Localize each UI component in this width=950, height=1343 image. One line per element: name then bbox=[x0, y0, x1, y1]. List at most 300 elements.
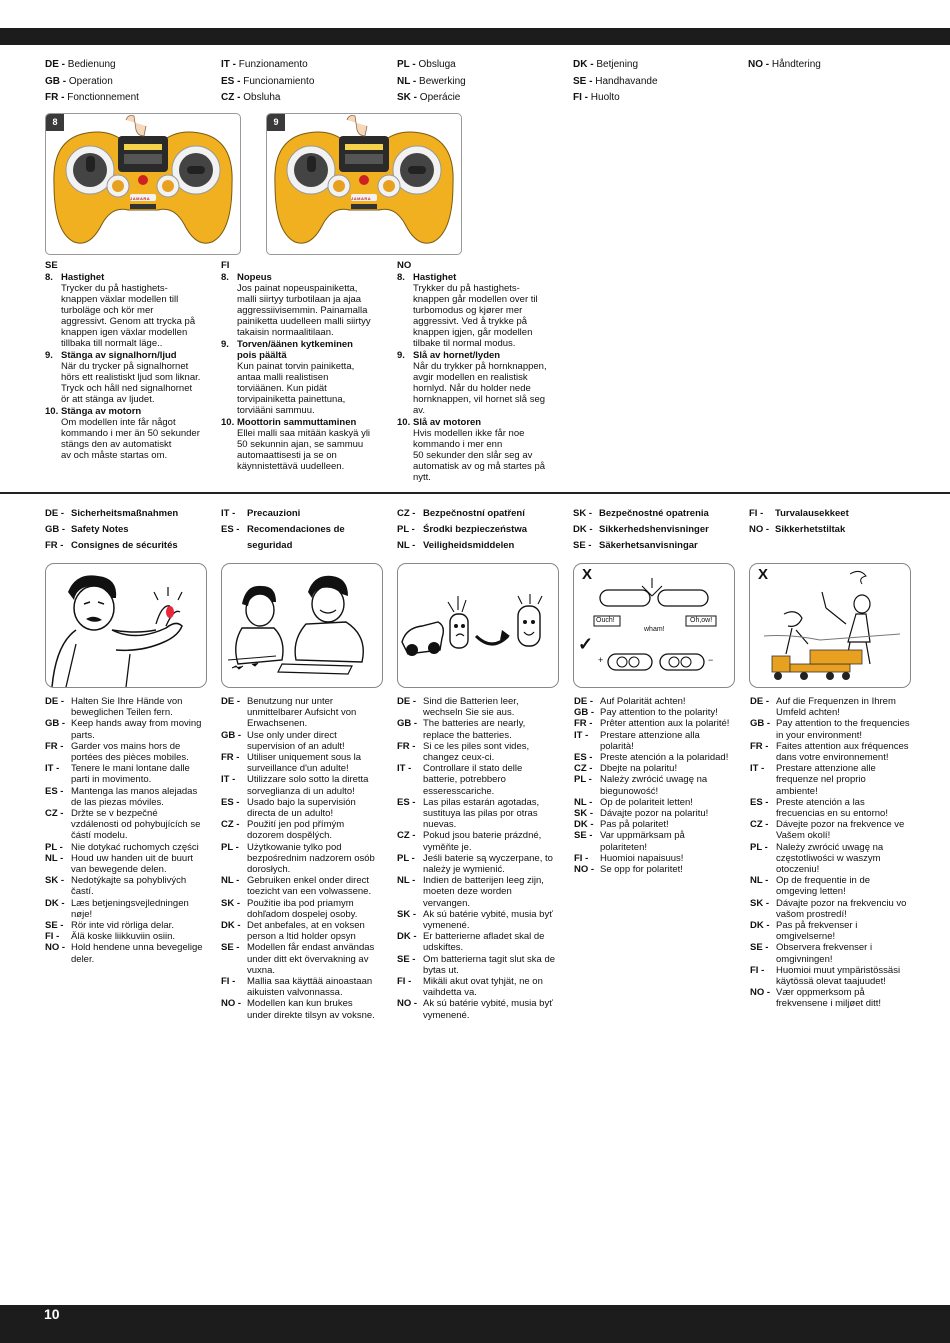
safety-note-text: Indien de batterijen leeg zijn, moeten deze worden vervangen. bbox=[423, 875, 544, 909]
item-text-line: käynnistettävä uudelleen. bbox=[237, 461, 345, 472]
safety-note-text: Huomioi napaisuus! bbox=[600, 852, 684, 864]
safety-note-text: Jeśli baterie są wyczerpane, to należy je wymienić. bbox=[423, 852, 553, 876]
safety-note-text: Utilizzare solo sotto la diretta sorveglianza di un adulto! bbox=[247, 774, 369, 797]
operation-header-title: Operation bbox=[68, 75, 113, 87]
operation-item bbox=[45, 272, 210, 349]
language-code: SE bbox=[45, 260, 58, 271]
safety-note bbox=[45, 741, 203, 763]
safety-header-title: Bezpečnostní opatření bbox=[423, 508, 525, 519]
warning-x-mark: X bbox=[582, 566, 593, 583]
item-text-line: Hvis modellen ikke får noe bbox=[413, 428, 525, 439]
language-code: NL - bbox=[574, 796, 593, 808]
language-code: SE bbox=[573, 75, 587, 87]
language-code: NL - bbox=[221, 875, 240, 887]
safety-header bbox=[221, 522, 345, 538]
safety-note-text: Controllare il stato delle batterie, potrebbero esseresscariche. bbox=[423, 763, 523, 797]
language-code bbox=[221, 538, 247, 554]
safety-header bbox=[573, 522, 709, 538]
item-text-line: nytt. bbox=[413, 472, 431, 483]
language-code: CZ - bbox=[397, 508, 416, 519]
item-text-line: Tryck och håll ned signalhornet bbox=[61, 383, 193, 394]
item-text-line: knappen igen växlar modellen bbox=[61, 327, 188, 338]
operation-item bbox=[397, 272, 562, 349]
safety-note-text: Om batterierna tagit slut ska de bytas ut. bbox=[423, 953, 556, 976]
figure-number: 9 bbox=[267, 114, 285, 131]
language-code: PL - bbox=[397, 524, 415, 535]
operation-item-heading bbox=[221, 339, 386, 350]
language-code: NL - bbox=[750, 875, 769, 887]
safety-note-text: Prestare attenzione alla polarità! bbox=[600, 729, 700, 752]
language-code: NL - bbox=[45, 852, 64, 864]
item-title: Slå av motoren bbox=[413, 417, 482, 428]
language-code: DE - bbox=[397, 696, 416, 707]
plus-sign: + bbox=[598, 655, 604, 665]
language-code: NO - bbox=[574, 864, 595, 876]
operation-header-title: Operácie bbox=[419, 92, 461, 103]
item-text-line: takaisin normaalitilaan. bbox=[237, 327, 334, 338]
safety-note bbox=[397, 830, 555, 852]
safety-note-text: Dávejte pozor na frekvence ve Vašem okolí! bbox=[776, 819, 905, 842]
safety-header-title: Recomendaciones de bbox=[247, 524, 345, 535]
figure-9 bbox=[266, 113, 462, 255]
operation-header-column bbox=[221, 57, 314, 107]
safety-note-text: Použitie iba pod priamym dohľadom dospelej osoby. bbox=[247, 897, 358, 920]
safety-header bbox=[573, 506, 709, 522]
safety-note-text: Utiliser uniquement sous la surveillance d'un adulte! bbox=[247, 752, 362, 775]
language-code: NO - bbox=[221, 998, 242, 1010]
language-code: IT - bbox=[45, 763, 60, 775]
item-text-line: knappen växlar modellen till bbox=[61, 294, 179, 305]
item-number: 10. bbox=[397, 417, 411, 428]
operation-header-column bbox=[45, 57, 139, 107]
safety-header-title: Consignes de sécurités bbox=[71, 540, 178, 551]
language-code: DE - bbox=[574, 696, 593, 707]
language-code: SE - bbox=[221, 942, 240, 954]
item-text-line: torviäänen. Kun pidät bbox=[237, 383, 327, 394]
safety-notes-column bbox=[574, 696, 732, 875]
item-number: 9. bbox=[45, 350, 53, 361]
item-title: Nopeus bbox=[237, 272, 272, 283]
safety-note bbox=[397, 763, 555, 797]
language-code: NL - bbox=[397, 540, 416, 551]
language-code: NL - bbox=[397, 875, 416, 887]
safety-note-text: Si ce les piles sont vides, changez ceux-ci. bbox=[423, 740, 530, 764]
item-title: Hastighet bbox=[61, 272, 105, 283]
operation-header: NO - Håndtering bbox=[748, 59, 821, 70]
bottom-bar bbox=[0, 1305, 950, 1343]
safety-note bbox=[750, 763, 910, 797]
safety-note bbox=[45, 931, 203, 942]
safety-note bbox=[397, 741, 555, 763]
safety-header-title: Sicherheitsmaßnahmen bbox=[71, 508, 179, 519]
language-code: GB - bbox=[574, 707, 595, 719]
safety-note-text: Ak sú batérie vybité, musia byť vymenené. bbox=[423, 908, 553, 932]
item-text-line: malli siirtyy turbotilaan ja ajaa bbox=[237, 294, 362, 305]
item-number: 9. bbox=[397, 350, 405, 361]
safety-note-text: Huomioi muut ympäristössäsi käytössä olevat taajuudet! bbox=[776, 964, 901, 988]
safety-header-title: Säkerhetsanvisningar bbox=[599, 540, 698, 551]
language-code: GB - bbox=[397, 718, 418, 730]
language-code: DK - bbox=[574, 819, 594, 831]
safety-note bbox=[750, 965, 910, 987]
safety-note bbox=[574, 808, 732, 819]
operation-header: NL - Bewerking bbox=[397, 75, 466, 87]
safety-note-text: Pay attention to the polarity! bbox=[600, 707, 718, 719]
language-code: GB - bbox=[750, 718, 771, 730]
operation-header-title: Fonctionnement bbox=[67, 92, 139, 103]
item-text-line: aggressiivisemmin. Painamalla bbox=[237, 305, 368, 316]
safety-note bbox=[750, 898, 910, 920]
language-code: SE - bbox=[573, 540, 592, 551]
language-code: FR bbox=[45, 92, 59, 103]
item-title: Stänga av motorn bbox=[61, 406, 142, 417]
item-title: Torven/äänen kytkeminen bbox=[237, 339, 353, 350]
safety-header bbox=[397, 538, 527, 554]
safety-note-text: Use only under direct supervision of an adult! bbox=[247, 729, 345, 752]
safety-note bbox=[221, 696, 379, 730]
adult-child-drawing bbox=[222, 564, 382, 687]
safety-header bbox=[397, 522, 527, 538]
safety-header bbox=[221, 538, 345, 554]
item-text-line: Når du trykker på hornknappen, bbox=[413, 361, 547, 372]
safety-header-title: Środki bezpieczeństwa bbox=[423, 524, 528, 535]
operation-header: GB - Operation bbox=[45, 75, 113, 87]
safety-note bbox=[397, 875, 555, 909]
language-code: DK - bbox=[45, 897, 65, 909]
safety-note-text: Las pilas estarán agotadas, sustituya las pilas por otras nuevas. bbox=[423, 796, 540, 831]
item-text-line: antaa malli realistisen bbox=[237, 372, 329, 383]
safety-note-text: Sind die Batterien leer, wechseln Sie sie aus. bbox=[423, 696, 519, 719]
safety-note-text: Garder vos mains hors de portées des pièces mobiles. bbox=[71, 740, 189, 764]
safety-note-text: Op de polariteit letten! bbox=[600, 796, 693, 808]
language-code: SK - bbox=[397, 908, 416, 920]
safety-note bbox=[397, 797, 555, 831]
child-hand-hurt-drawing bbox=[46, 564, 206, 687]
safety-note-text: Auf die Frequenzen in Ihrem Umfeld achten! bbox=[776, 696, 896, 719]
language-code: ES - bbox=[750, 796, 769, 808]
operation-item bbox=[45, 406, 210, 461]
language-code: DK - bbox=[397, 931, 417, 943]
item-number: 10. bbox=[45, 406, 59, 417]
warning-x-mark: X bbox=[758, 566, 769, 583]
check-mark: ✓ bbox=[578, 634, 594, 654]
language-code: PL - bbox=[221, 841, 239, 853]
safety-note bbox=[750, 842, 910, 876]
safety-note bbox=[574, 864, 732, 875]
safety-note bbox=[750, 741, 910, 763]
safety-note bbox=[397, 853, 555, 875]
operation-header: SK - Operácie bbox=[397, 92, 461, 103]
language-code: FR - bbox=[45, 740, 64, 752]
safety-note-text: Var uppmärksam på polariteten! bbox=[600, 830, 685, 853]
operation-header: DK - Betjening bbox=[573, 59, 639, 70]
safety-note bbox=[45, 808, 203, 842]
safety-note-text: Rör inte vid rörliga delar. bbox=[71, 920, 174, 932]
item-text-line: Ellei malli saa mitään kaskyä yli bbox=[237, 428, 371, 439]
safety-note bbox=[45, 786, 203, 808]
minus-sign: − bbox=[708, 655, 714, 665]
language-code: FI - bbox=[749, 508, 764, 519]
language-code: SK - bbox=[573, 508, 592, 519]
operation-header: ES - Funcionamiento bbox=[221, 75, 315, 87]
operation-item-heading bbox=[45, 272, 210, 283]
language-code: FI - bbox=[45, 931, 60, 943]
operation-header-column bbox=[573, 57, 658, 107]
item-title: Hastighet bbox=[413, 272, 457, 283]
safety-note-text: Dbejte na polaritu! bbox=[600, 763, 678, 775]
language-code: SE - bbox=[750, 942, 769, 954]
operation-item bbox=[221, 417, 386, 472]
item-text-line: painiketta uudelleen malli siirtyy bbox=[237, 316, 371, 327]
item-text-line: aggressivt. Ved å trykke på bbox=[413, 316, 528, 327]
safety-note-text: Op de frequentie in de omgeving letten! bbox=[776, 875, 871, 898]
operation-item-heading bbox=[397, 272, 562, 283]
language-code: NL bbox=[397, 75, 411, 87]
item-text-line: knappen igjen, går modellen bbox=[413, 327, 533, 338]
safety-notes-column bbox=[397, 696, 555, 1021]
item-text-line: turboläge och kör mer bbox=[61, 305, 154, 316]
safety-header-title: Precauzioni bbox=[247, 508, 301, 519]
item-text-line: tilbake til normal modus. bbox=[413, 338, 516, 349]
language-code: DK - bbox=[573, 524, 593, 535]
language-code: DK - bbox=[221, 920, 241, 932]
spacer bbox=[221, 350, 237, 361]
item-text-line: torvipainiketta painettuna, bbox=[237, 394, 346, 405]
operation-item-heading bbox=[45, 406, 210, 417]
safety-header-title: Safety Notes bbox=[71, 524, 129, 535]
safety-note bbox=[45, 853, 203, 875]
safety-header bbox=[573, 538, 709, 554]
safety-note-text: Se opp for polaritet! bbox=[600, 864, 683, 876]
safety-note-text: The batteries are nearly, replace the batteries. bbox=[423, 718, 526, 741]
language-code: FR - bbox=[397, 740, 416, 752]
safety-note-text: Halten Sie Ihre Hände von beweglichen Teilen fern. bbox=[71, 696, 183, 719]
language-code: PL - bbox=[750, 841, 768, 853]
safety-notes-column bbox=[221, 696, 379, 1021]
language-code: IT - bbox=[221, 508, 236, 519]
language-code: ES - bbox=[397, 796, 416, 808]
safety-note-text: Usado bajo la supervisión directa de un adulto! bbox=[247, 796, 356, 820]
page-number: 10 bbox=[44, 1306, 60, 1322]
item-text-line: kommando i mer än 50 sekunder bbox=[61, 428, 200, 439]
item-text-line: av och måste startas om. bbox=[61, 450, 168, 461]
language-code: PL - bbox=[397, 852, 415, 864]
safety-note bbox=[574, 853, 732, 864]
language-code: DK - bbox=[750, 920, 770, 932]
language-code: DE - bbox=[45, 508, 64, 519]
safety-note-text: Pas på frekvenser i omgivelserne! bbox=[776, 920, 858, 943]
safety-note-text: Dávajte pozor na polaritu! bbox=[600, 808, 709, 820]
item-number: 10. bbox=[221, 417, 235, 428]
operation-header-title: Funcionamiento bbox=[243, 75, 315, 87]
language-code: GB - bbox=[221, 729, 242, 741]
safety-note-text: Mallia saa käyttää ainoastaan aikuisten valvonnassa. bbox=[247, 976, 373, 999]
safety-notes-column bbox=[750, 696, 910, 1010]
language-code: ES - bbox=[221, 524, 240, 535]
safety-note-text: Mantenga las manos alejadas de las piezas móviles. bbox=[71, 785, 198, 808]
item-text-line: tillbaka till normalt läge.. bbox=[61, 338, 163, 349]
item-text-line: automaattisesti ja se on bbox=[237, 450, 337, 461]
safety-note-text: Należy zwrócić uwagę na częstotliwości w waszym otoczeniu! bbox=[776, 841, 884, 876]
language-code: NO bbox=[397, 260, 412, 271]
safety-note-text: Prêter attention aux la polarité! bbox=[600, 718, 730, 730]
safety-note bbox=[221, 875, 379, 897]
operation-header-title: Funzionamento bbox=[238, 59, 308, 70]
safety-header bbox=[45, 538, 178, 554]
safety-header bbox=[397, 506, 527, 522]
wham-label: wham! bbox=[644, 626, 665, 633]
safety-note-text: Modellen kan kun brukes under direkte tilsyn av voksne. bbox=[247, 998, 375, 1021]
item-text-line: aggressivt. Genom att trycka på bbox=[61, 316, 196, 327]
item-text-line: 50 sekunnin ajan, se sammuu bbox=[237, 439, 364, 450]
safety-note bbox=[574, 752, 732, 763]
safety-header-title: Sikkerhedshenvisninger bbox=[599, 524, 709, 535]
safety-note-text: Použití jen pod přímým dozorem dospělých. bbox=[247, 819, 345, 842]
item-text-line: automatisk av og må startes på bbox=[413, 461, 546, 472]
language-code: PL - bbox=[45, 841, 63, 853]
item-text-line: turbomodus og kjører mer bbox=[413, 305, 523, 316]
safety-note bbox=[750, 987, 910, 1009]
item-text-line: Trycker du på hastighets- bbox=[61, 283, 168, 294]
safety-note bbox=[574, 774, 732, 796]
operation-header-column bbox=[397, 57, 466, 107]
item-text-line: avgir modellen en realistisk bbox=[413, 372, 528, 383]
safety-header bbox=[749, 522, 849, 538]
language-code: FR - bbox=[221, 752, 240, 764]
safety-note bbox=[750, 797, 910, 819]
safety-note bbox=[221, 976, 379, 998]
language-code: FI - bbox=[397, 976, 412, 988]
frequency-conflict-drawing bbox=[750, 564, 910, 687]
top-bar bbox=[0, 28, 950, 45]
operation-header-title: Bedienung bbox=[67, 59, 116, 70]
illustration-frequencies bbox=[749, 563, 911, 688]
illustration-polarity bbox=[573, 563, 735, 688]
operation-item bbox=[397, 350, 562, 416]
safety-note bbox=[397, 954, 555, 976]
safety-note bbox=[45, 875, 203, 897]
language-code: CZ - bbox=[574, 763, 593, 775]
item-text-line: Trykker du på hastighets- bbox=[413, 283, 520, 294]
item-text-line: Kun painat torvin painiketta, bbox=[237, 361, 355, 372]
safety-note bbox=[221, 797, 379, 819]
safety-note bbox=[750, 875, 910, 897]
safety-header-title: Veiligheidsmiddelen bbox=[423, 540, 515, 551]
safety-note-text: Er batterierne afladet skal de udskiftes. bbox=[423, 931, 545, 954]
operation-header-title: Obsluga bbox=[418, 59, 456, 70]
operation-item-heading bbox=[221, 417, 386, 428]
safety-note bbox=[45, 718, 203, 740]
language-code: ES - bbox=[45, 785, 64, 797]
operation-header: IT - Funzionamento bbox=[221, 59, 308, 70]
language-code: CZ - bbox=[45, 808, 64, 820]
safety-notes-column bbox=[45, 696, 203, 965]
language-code: SK bbox=[397, 92, 411, 103]
safety-note bbox=[221, 730, 379, 752]
safety-note bbox=[397, 931, 555, 953]
item-number: 8. bbox=[397, 272, 405, 283]
language-code: DE - bbox=[750, 696, 769, 707]
brand-label: JAMARA bbox=[130, 196, 151, 201]
safety-note-text: Nie dotykać ruchomych części bbox=[71, 841, 199, 853]
operation-item-heading bbox=[45, 350, 210, 361]
safety-note-text: Vær oppmerksom på frekvensene i miljøet ditt! bbox=[776, 987, 882, 1010]
safety-header-column bbox=[221, 506, 345, 554]
safety-header-column bbox=[397, 506, 527, 554]
language-code: FI - bbox=[750, 964, 765, 976]
operation-item bbox=[397, 417, 562, 483]
item-text-line: ör att stänga av ljudet. bbox=[61, 394, 155, 405]
operation-header: FR - Fonctionnement bbox=[45, 92, 139, 103]
safety-note-text: Pokud jsou baterie prázdné, vyměňte je. bbox=[423, 830, 542, 853]
item-text-line: stängs den av automatiskt bbox=[61, 439, 172, 450]
language-code: FI - bbox=[574, 852, 589, 864]
safety-note bbox=[221, 920, 379, 942]
item-number: 8. bbox=[221, 272, 229, 283]
language-code: IT - bbox=[574, 729, 589, 741]
safety-header-title: Turvalausekkeet bbox=[775, 508, 849, 519]
safety-note-text: Użytkowanie tylko pod bezpośrednim nadzorem osób dorosłych. bbox=[247, 841, 375, 876]
language-code: FR - bbox=[574, 718, 593, 730]
language-code: CZ bbox=[221, 92, 235, 103]
operation-item-heading bbox=[397, 350, 562, 361]
ohow-label: Oh,ow! bbox=[690, 617, 713, 624]
safety-note bbox=[397, 976, 555, 998]
language-code: IT - bbox=[397, 763, 412, 775]
language-code: SK - bbox=[574, 808, 593, 820]
safety-note bbox=[574, 797, 732, 808]
safety-note bbox=[750, 696, 910, 718]
safety-note bbox=[221, 819, 379, 841]
language-code: CZ - bbox=[397, 830, 416, 842]
item-text-line: Jos painat nopeuspainiketta, bbox=[237, 283, 358, 294]
language-code: FI bbox=[573, 92, 582, 103]
safety-note bbox=[574, 707, 732, 718]
safety-header-title: Bezpečnostné opatrenia bbox=[599, 508, 709, 519]
language-code: SE - bbox=[574, 830, 593, 842]
illustration-empty-batteries bbox=[397, 563, 559, 688]
safety-note bbox=[397, 909, 555, 931]
car-battery-drawing bbox=[398, 564, 558, 687]
language-code: SK - bbox=[221, 897, 240, 909]
item-text-line: hörs ett realistiskt ljud som liknar. bbox=[61, 372, 201, 383]
rc-controller-drawing bbox=[46, 114, 240, 254]
safety-note-text: Læs betjeningsvejledningen nøje! bbox=[71, 897, 189, 920]
rc-controller-drawing bbox=[267, 114, 461, 254]
safety-note-text: Nedotýkajte sa pohyblivých častí. bbox=[71, 875, 187, 898]
language-code: SK - bbox=[45, 875, 64, 887]
language-code: FI bbox=[221, 260, 230, 271]
safety-note bbox=[574, 819, 732, 830]
operation-item bbox=[221, 339, 386, 416]
operation-header-title: Huolto bbox=[590, 92, 620, 103]
language-code: NO - bbox=[45, 942, 66, 954]
safety-header-title: seguridad bbox=[247, 540, 293, 551]
operation-header: SE - Handhavande bbox=[573, 75, 658, 87]
safety-note bbox=[574, 696, 732, 707]
operation-header: FI - Huolto bbox=[573, 92, 620, 103]
safety-header bbox=[749, 506, 849, 522]
item-text-line: hornlyd. Når du holder nede bbox=[413, 383, 531, 394]
language-code: IT - bbox=[750, 763, 765, 775]
brand-label: JAMARA bbox=[351, 196, 372, 201]
safety-note-text: Pas på polaritet! bbox=[600, 819, 669, 831]
language-code: ES bbox=[221, 75, 235, 87]
safety-note-text: Pay attention to the frequencies in your environment! bbox=[776, 718, 910, 741]
operation-item-heading-cont bbox=[221, 350, 386, 361]
safety-note bbox=[750, 942, 910, 964]
safety-note-text: Mikäli akut ovat tyhjät, ne on vaihdetta va. bbox=[423, 976, 543, 999]
